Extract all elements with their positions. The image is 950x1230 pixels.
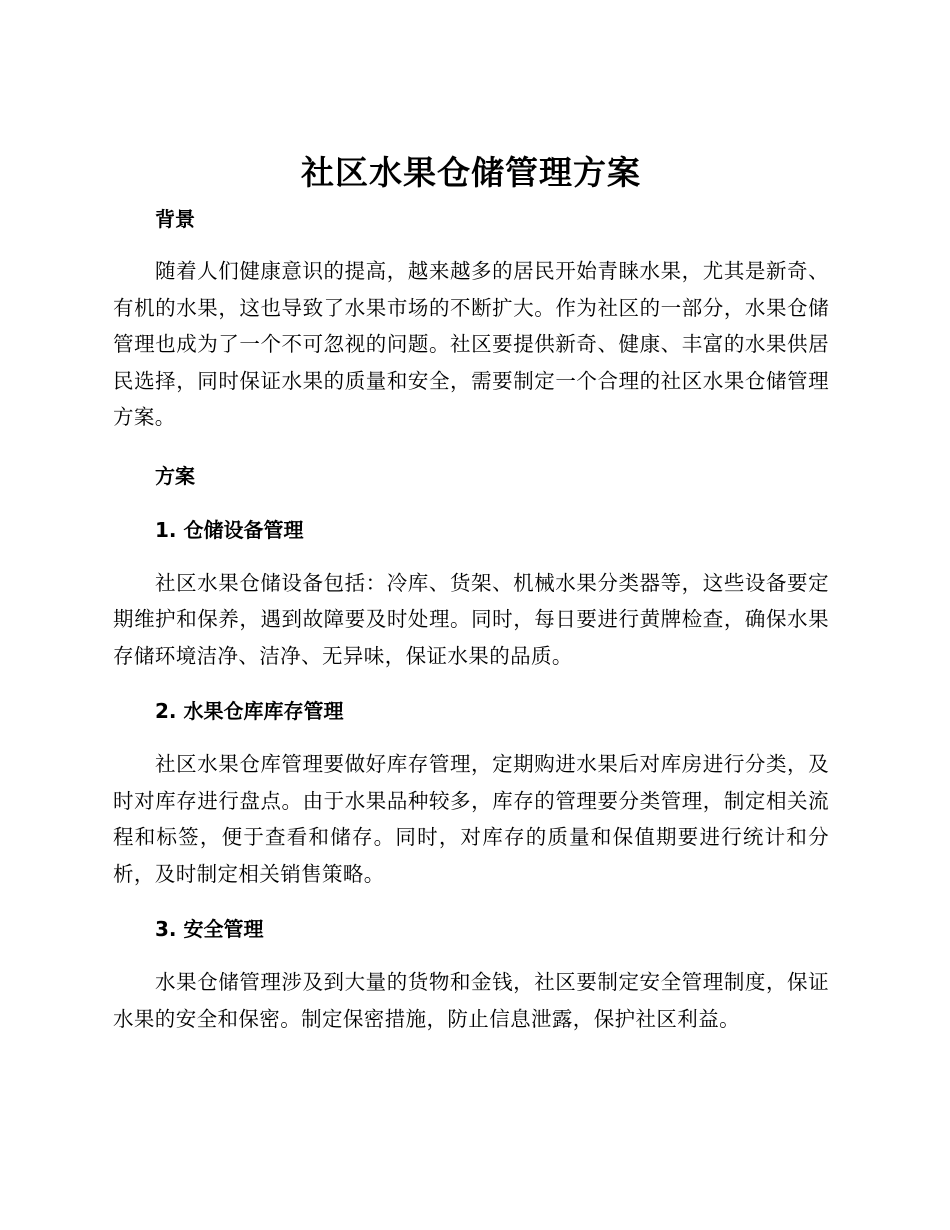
document-title: 社区水果仓储管理方案 (301, 153, 641, 192)
paragraph-security: 水果仓储管理涉及到大量的货物和金钱，社区要制定安全管理制度，保证水果的安全和保密。制定保密措施，防止信息泄露，保护社区利益。 (113, 970, 829, 1031)
paragraph-storage-equipment: 社区水果仓储设备包括：冷库、货架、机械水果分类器等，这些设备要定期维护和保养，遇到故障要及时处理。同时，每日要进行黄牌检查，确保水果存储环境洁净、洁净、无异味，保证水果的品质。 (113, 570, 829, 668)
document-page (113, 148, 829, 1037)
heading-plan: 方案 (155, 463, 195, 488)
heading-background: 背景 (155, 207, 195, 231)
heading-storage-equipment: 1. 仓储设备管理 (155, 517, 304, 542)
paragraph-background: 随着人们健康意识的提高，越来越多的居民开始青睐水果，尤其是新奇、有机的水果，这也导致了水果市场的不断扩大。作为社区的一部分，水果仓储管理也成为了一个不可忽视的问题。社区要提供新奇、健康、丰富的水果供居民选择，同时保证水果的质量和安全，需要制定一个合理的社区水果仓储管理方案。 (113, 259, 829, 429)
heading-security: 3. 安全管理 (155, 917, 264, 941)
paragraph-inventory: 社区水果仓库管理要做好库存管理，定期购进水果后对库房进行分类，及时对库存进行盘点。由于水果品种较多，库存的管理要分类管理，制定相关流程和标签，便于查看和储存。同时，对库存的质量和保值期要进行统计和分析，及时制定相关销售策略。 (113, 752, 829, 886)
heading-inventory: 2. 水果仓库库存管理 (155, 699, 344, 723)
